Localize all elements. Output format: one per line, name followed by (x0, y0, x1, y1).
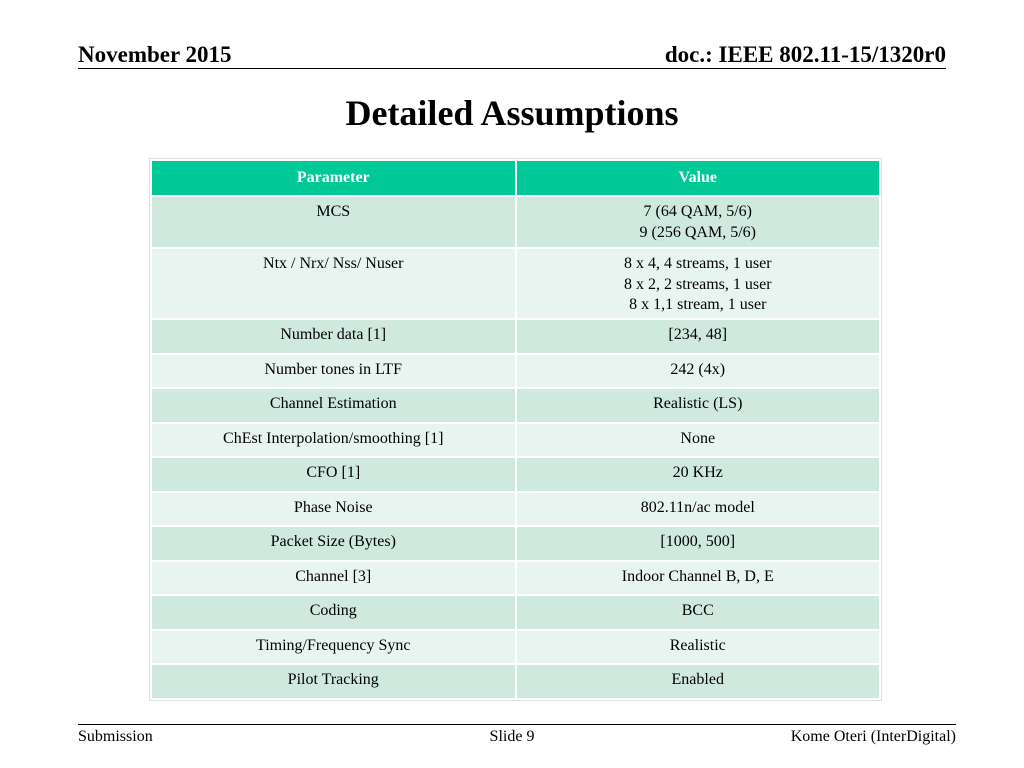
assumptions-table (150, 159, 881, 700)
parameter-cell: CFO [1] (151, 457, 516, 492)
value-line: 7 (64 QAM, 5/6) (643, 203, 752, 220)
value-cell (516, 354, 881, 389)
footer-divider (78, 724, 956, 725)
value-line: [234, 48] (668, 326, 728, 344)
value-line: 802.11n/ac model (640, 498, 755, 516)
parameter-cell: Number tones in LTF (151, 354, 516, 389)
header-doc-id: doc.: IEEE 802.11-15/1320r0 (664, 42, 946, 67)
footer-author: Kome Oteri (InterDigital) (790, 728, 956, 745)
value-cell (516, 561, 881, 596)
value-line: 20 KHz (672, 464, 723, 482)
header-date: November 2015 (78, 42, 232, 67)
parameter-cell: Packet Size (Bytes) (151, 526, 516, 561)
table-header-row (151, 160, 880, 196)
parameter-cell: Phase Noise (151, 492, 516, 527)
value-cell (516, 492, 881, 527)
value-cell (516, 196, 881, 248)
table-row (151, 388, 880, 423)
parameter-cell: Coding (151, 595, 516, 630)
value-cell (516, 630, 881, 665)
table-body (151, 196, 880, 699)
parameter-cell: Channel Estimation (151, 388, 516, 423)
value-line: 8 x 4, 4 streams, 1 user (623, 255, 772, 273)
table-row (151, 319, 880, 354)
value-line: None (680, 429, 716, 447)
value-line: Realistic (669, 636, 726, 654)
value-line: [1000, 500] (660, 533, 736, 551)
footer-slide-number: Slide 9 (489, 728, 535, 745)
footer-submission: Submission (78, 728, 153, 745)
value-line: Indoor Channel B, D, E (621, 567, 774, 585)
value-cell (516, 319, 881, 354)
table-row (151, 354, 880, 389)
parameter-cell: Timing/Frequency Sync (151, 630, 516, 665)
value-line: Realistic (LS) (653, 395, 743, 413)
table-row (151, 561, 880, 596)
table-row (151, 423, 880, 458)
value-cell (516, 595, 881, 630)
slide-title: Detailed Assumptions (345, 93, 679, 133)
parameter-cell: ChEst Interpolation/smoothing [1] (151, 423, 516, 458)
parameter-cell: Channel [3] (151, 561, 516, 596)
table-row (151, 664, 880, 699)
value-cell (516, 664, 881, 699)
value-line: 8 x 2, 2 streams, 1 user (623, 275, 772, 293)
value-cell (516, 388, 881, 423)
table-row (151, 457, 880, 492)
value-line: 8 x 1,1 stream, 1 user (629, 296, 767, 314)
parameter-cell: Number data [1] (151, 319, 516, 354)
table-row (151, 595, 880, 630)
assumptions-table-container (149, 158, 882, 701)
value-cell (516, 423, 881, 458)
header-divider (78, 68, 946, 69)
table-row (151, 248, 880, 319)
table-row (151, 630, 880, 665)
table-row (151, 526, 880, 561)
value-line: Enabled (671, 671, 724, 689)
table-row (151, 196, 880, 248)
parameter-cell: Pilot Tracking (151, 664, 516, 699)
parameter-cell: MCS (151, 196, 516, 248)
value-cell (516, 248, 881, 319)
value-cell (516, 526, 881, 561)
value-line: 242 (4x) (670, 360, 726, 378)
table-row (151, 492, 880, 527)
column-header-value: Value (516, 160, 881, 196)
value-cell (516, 457, 881, 492)
value-line: BCC (681, 602, 714, 620)
column-header-parameter: Parameter (151, 160, 516, 196)
parameter-cell: Ntx / Nrx/ Nss/ Nuser (151, 248, 516, 319)
value-line: 9 (256 QAM, 5/6) (639, 223, 756, 241)
